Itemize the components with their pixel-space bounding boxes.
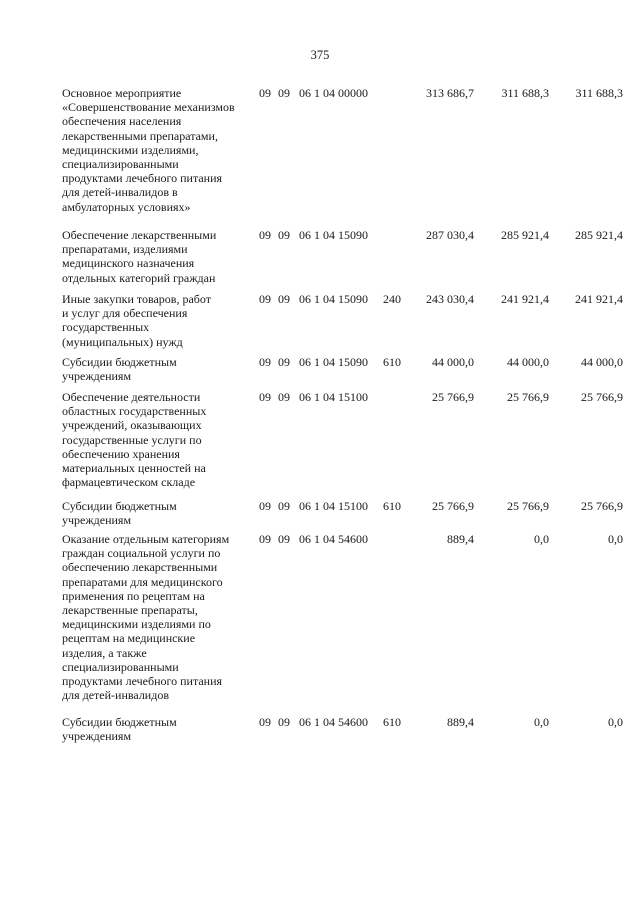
- row-name-line: лекарственные препараты,: [62, 603, 198, 618]
- expense-type-code: 240: [383, 292, 401, 306]
- row-name-line: применения по рецептам на: [62, 588, 205, 603]
- amount-year-3: 25 766,9: [581, 390, 623, 404]
- row-name-line: Оказание отдельным категориям: [62, 532, 230, 546]
- row-name-line: рецептам на медицинские: [62, 631, 196, 646]
- amount-year-2: 0,0: [534, 532, 549, 546]
- row-name: [62, 532, 258, 702]
- row-name-line: изделия, а также: [62, 645, 147, 660]
- row-name-line: учреждениям: [62, 369, 132, 384]
- amount-year-1: 287 030,4: [426, 228, 474, 242]
- row-name: [62, 355, 258, 383]
- row-name-line: государственные услуги по: [62, 432, 202, 447]
- section-code: 09: [259, 715, 271, 729]
- page-number: 375: [310, 48, 330, 62]
- row-name-line: лекарственными препаратами,: [62, 128, 218, 143]
- row-name-line: фармацевтическом складе: [62, 475, 196, 490]
- row-name-line: медицинскими изделиями,: [62, 142, 199, 157]
- row-name-line: Обеспечение лекарственными: [62, 228, 217, 242]
- amount-year-3: 44 000,0: [581, 355, 623, 369]
- expense-type-code: 610: [383, 715, 401, 729]
- amount-year-3: 25 766,9: [581, 499, 623, 513]
- row-name: [62, 499, 258, 527]
- target-article-code: 06 1 04 54600: [299, 715, 368, 729]
- row-name-line: для детей-инвалидов в: [62, 185, 178, 200]
- expense-type-code: 610: [383, 355, 401, 369]
- row-name-line: продуктами лечебного питания: [62, 674, 223, 689]
- row-name-line: учреждениям: [62, 729, 132, 744]
- row-name-line: Субсидии бюджетным: [62, 715, 177, 729]
- target-article-code: 06 1 04 15100: [299, 499, 368, 513]
- expense-type-code: 610: [383, 499, 401, 513]
- subsection-code: 09: [278, 228, 290, 242]
- row-name-line: Обеспечение деятельности: [62, 390, 201, 404]
- subsection-code: 09: [278, 532, 290, 546]
- target-article-code: 06 1 04 00000: [299, 86, 368, 100]
- row-name: [62, 390, 258, 489]
- amount-year-3: 0,0: [608, 715, 623, 729]
- amount-year-2: 25 766,9: [507, 499, 549, 513]
- target-article-code: 06 1 04 15100: [299, 390, 368, 404]
- row-name-line: Основное мероприятие: [62, 86, 182, 100]
- row-name: [62, 228, 258, 285]
- row-name-line: для детей-инвалидов: [62, 688, 169, 703]
- subsection-code: 09: [278, 86, 290, 100]
- row-name: [62, 292, 258, 349]
- amount-year-1: 889,4: [447, 715, 474, 729]
- section-code: 09: [259, 228, 271, 242]
- row-name-line: отдельных категорий граждан: [62, 270, 216, 285]
- row-name-line: Иные закупки товаров, работ: [62, 292, 211, 306]
- row-name-line: препаратами, изделиями: [62, 242, 188, 257]
- row-name-line: амбулаторных условиях»: [62, 199, 191, 214]
- amount-year-1: 313 686,7: [426, 86, 474, 100]
- row-name-line: специализированными: [62, 659, 179, 674]
- amount-year-1: 25 766,9: [432, 499, 474, 513]
- target-article-code: 06 1 04 54600: [299, 532, 368, 546]
- section-code: 09: [259, 499, 271, 513]
- amount-year-1: 44 000,0: [432, 355, 474, 369]
- row-name-line: государственных: [62, 320, 150, 335]
- amount-year-3: 285 921,4: [575, 228, 623, 242]
- row-name-line: «Совершенствование механизмов: [62, 100, 235, 115]
- amount-year-2: 311 688,3: [501, 86, 549, 100]
- section-code: 09: [259, 355, 271, 369]
- row-name-line: учреждений, оказывающих: [62, 418, 202, 433]
- row-name: [62, 86, 258, 214]
- row-name-line: материальных ценностей на: [62, 461, 206, 476]
- row-name-line: обеспечению хранения: [62, 446, 180, 461]
- row-name-line: продуктами лечебного питания: [62, 171, 223, 186]
- row-name-line: обеспечению лекарственными: [62, 560, 218, 575]
- section-code: 09: [259, 532, 271, 546]
- row-name-line: Субсидии бюджетным: [62, 499, 177, 513]
- section-code: 09: [259, 292, 271, 306]
- target-article-code: 06 1 04 15090: [299, 292, 368, 306]
- row-name-line: граждан социальной услуги по: [62, 546, 221, 561]
- amount-year-2: 0,0: [534, 715, 549, 729]
- row-name-line: медицинскими изделиями по: [62, 617, 211, 632]
- subsection-code: 09: [278, 390, 290, 404]
- subsection-code: 09: [278, 355, 290, 369]
- row-name-line: препаратами для медицинского: [62, 574, 223, 589]
- row-name-line: обеспечения населения: [62, 114, 182, 129]
- target-article-code: 06 1 04 15090: [299, 228, 368, 242]
- amount-year-2: 25 766,9: [507, 390, 549, 404]
- row-name-line: медицинского назначения: [62, 256, 195, 271]
- section-code: 09: [259, 86, 271, 100]
- row-name: [62, 715, 258, 743]
- amount-year-1: 243 030,4: [426, 292, 474, 306]
- section-code: 09: [259, 390, 271, 404]
- row-name-line: (муниципальных) нужд: [62, 334, 183, 349]
- amount-year-3: 0,0: [608, 532, 623, 546]
- amount-year-1: 889,4: [447, 532, 474, 546]
- amount-year-2: 285 921,4: [501, 228, 549, 242]
- row-name-line: областных государственных: [62, 404, 207, 419]
- subsection-code: 09: [278, 499, 290, 513]
- target-article-code: 06 1 04 15090: [299, 355, 368, 369]
- row-name-line: Субсидии бюджетным: [62, 355, 177, 369]
- row-name-line: специализированными: [62, 157, 179, 172]
- amount-year-3: 241 921,4: [575, 292, 623, 306]
- subsection-code: 09: [278, 292, 290, 306]
- row-name-line: и услуг для обеспечения: [62, 306, 188, 321]
- subsection-code: 09: [278, 715, 290, 729]
- amount-year-1: 25 766,9: [432, 390, 474, 404]
- amount-year-2: 44 000,0: [507, 355, 549, 369]
- amount-year-2: 241 921,4: [501, 292, 549, 306]
- amount-year-3: 311 688,3: [575, 86, 623, 100]
- row-name-line: учреждениям: [62, 513, 132, 528]
